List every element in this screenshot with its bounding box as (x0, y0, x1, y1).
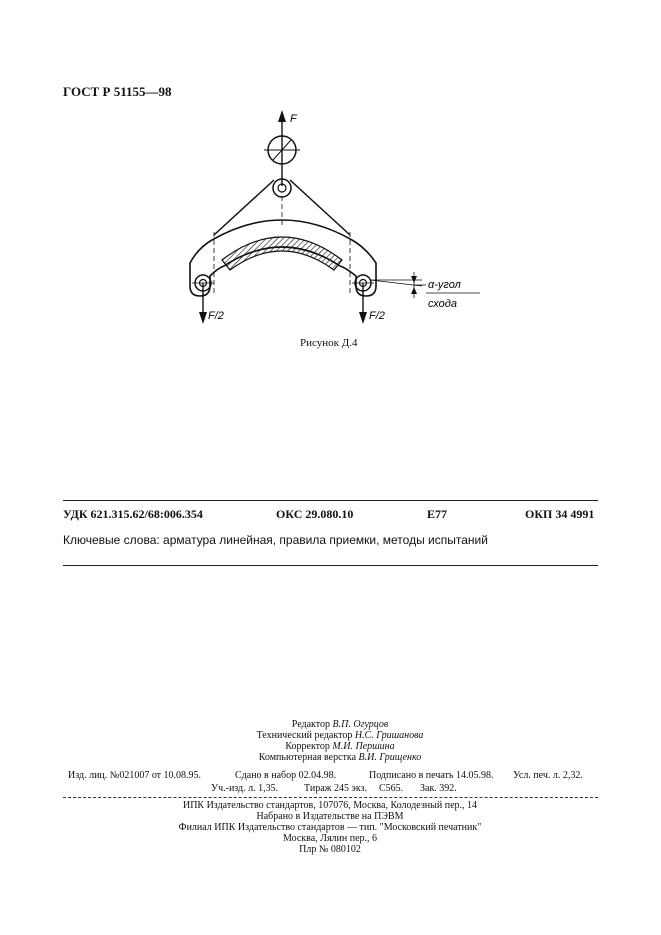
credit-tech-editor: Технический редактор Н.С. Гришанова (256, 730, 424, 741)
category-code: Е77 (427, 507, 448, 521)
figure-d4-diagram (170, 108, 490, 333)
credits-block (200, 719, 480, 763)
pub-sheets: Уч.-изд. л. 1,35. (211, 783, 279, 794)
publication-row-1 (68, 770, 598, 783)
bottom-rule (63, 565, 598, 566)
credit-editor: Редактор В.П. Огурцов (291, 719, 389, 730)
top-force-label: F (290, 113, 297, 125)
submitted-date: Сдано в набор 02.04.98. (235, 770, 337, 781)
right-force-arrowhead (359, 312, 367, 324)
signed-date: Подписано в печать 14.05.98. (369, 770, 494, 781)
keywords-line: Ключевые слова: арматура линейная, правила приемки, методы испытаний (63, 533, 488, 547)
license: Изд. лиц. №021007 от 10.08.95. (68, 770, 202, 781)
left-force-arrowhead (199, 312, 207, 324)
imprint-line: ИПК Издательство стандартов, 107076, Москва, Колодезный пер., 14 (182, 800, 478, 811)
imprint-line: Набрано в Издательстве на ПЭВМ (256, 811, 404, 822)
imprint-line: Плр № 080102 (299, 844, 361, 855)
imprint-line: Москва, Лялин пер., 6 (282, 833, 378, 844)
classification-row (63, 507, 598, 523)
angle-label-line2: схода (428, 298, 457, 310)
okp-code: ОКП 34 4991 (525, 507, 595, 521)
top-rule (63, 500, 598, 501)
credit-proofreader: Корректор М.И. Першина (285, 741, 395, 752)
top-force-arrowhead (278, 110, 286, 122)
print-sheets: Усл. печ. л. 2,32. (513, 770, 583, 781)
imprint-block (120, 800, 540, 855)
figure-caption: Рисунок Д.4 (300, 337, 358, 349)
left-force-label: F/2 (208, 310, 224, 322)
credit-layout: Компьютерная верстка В.И. Грищенко (258, 752, 422, 763)
angle-label-line1: α-угол (428, 279, 461, 291)
publication-row-2 (68, 783, 598, 796)
oks-code: ОКС 29.080.10 (276, 507, 354, 521)
print-run: Тираж 245 экз. (304, 783, 368, 794)
imprint-rule (63, 797, 598, 798)
order-number: Зак. 392. (420, 783, 457, 794)
document-header: ГОСТ Р 51155—98 (63, 84, 172, 99)
right-force-label: F/2 (369, 310, 385, 322)
udk-code: УДК 621.315.62/68:006.354 (63, 507, 203, 521)
c-code: С565. (379, 783, 404, 794)
hatched-groove (222, 237, 342, 270)
imprint-line: Филиал ИПК Издательство стандартов — тип. "Московский печатник" (178, 822, 482, 833)
